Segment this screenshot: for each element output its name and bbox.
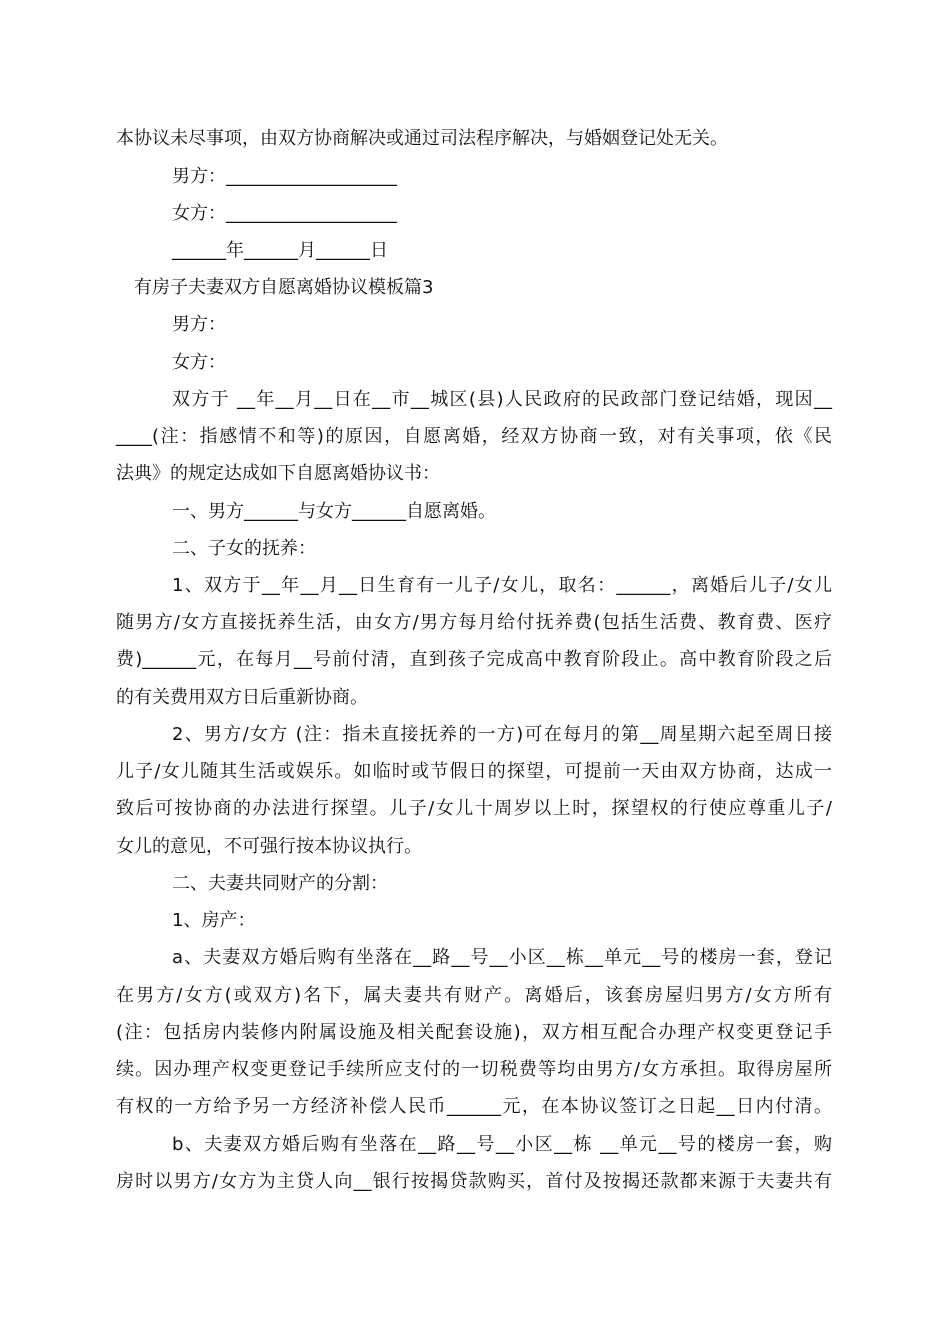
text-line: 双方于 __年__月__日在__市__城区(县)人民政府的民政部门登记结婚，现因__ xyxy=(172,389,832,410)
section-title: 有房子夫妻双方自愿离婚协议模板篇3 xyxy=(134,277,434,298)
text-line: 续。因办理产权变更登记手续所应支付的一切税费等均由男方/女方承担。取得房屋所 xyxy=(116,1059,832,1080)
text-line: 在男方/女方(或双方)名下，属夫妻共有财产。离婚后，该套房屋归男方/女方所有 xyxy=(116,985,832,1006)
text-line: 1、双方于__年__月__日生育有一儿子/女儿，取名：______，离婚后儿子/女儿 xyxy=(172,575,833,596)
text-line: 1、房产： xyxy=(172,910,256,931)
text-line: 本协议未尽事项，由双方协商解决或通过司法程序解决，与婚姻登记处无关。 xyxy=(116,128,728,149)
text-line: 随男方/女方直接抚养生活，由女方/男方每月给付抚养费(包括生活费、教育费、医疗 xyxy=(116,612,832,633)
text-line: 的有关费用双方日后重新协商。 xyxy=(116,687,368,708)
date-line: ______年______月______日 xyxy=(172,240,388,261)
text-line: 二、子女的抚养： xyxy=(172,538,316,559)
text-line: a、夫妻双方婚后购有坐落在__路__号__小区__栋__单元__号的楼房一套，登记 xyxy=(172,947,832,968)
text-line: b、夫妻双方婚后购有坐落在__路__号__小区__栋 __单元__号的楼房一套，购 xyxy=(172,1134,832,1155)
text-line: 二、夫妻共同财产的分割： xyxy=(172,873,388,894)
text-line: ____(注：指感情不和等)的原因，自愿离婚，经双方协商一致，对有关事项，依《民 xyxy=(116,426,832,447)
signature-line-male: 男方：___________________ xyxy=(172,166,397,187)
signature-line-female: 女方：___________________ xyxy=(172,203,397,224)
text-line: 法典》的规定达成如下自愿离婚协议书： xyxy=(116,463,440,484)
text-line: 女儿的意见，不可强行按本协议执行。 xyxy=(116,836,422,857)
text-line: 2、男方/女方 (注：指未直接抚养的一方)可在每月的第__周星期六起至周日接 xyxy=(172,724,832,745)
text-line: 男方： xyxy=(172,314,226,335)
text-line: 致后可按协商的办法进行探望。儿子/女儿十周岁以上时，探望权的行使应尊重儿子/ xyxy=(116,798,832,819)
text-line: 房时以男方/女方为主贷人向__银行按揭贷款购买，首付及按揭还款都来源于夫妻共有 xyxy=(116,1171,832,1192)
text-line: (注：包括房内装修内附属设施及相关配套设施)，双方相互配合办理产权变更登记手 xyxy=(116,1022,832,1043)
text-line: 女方： xyxy=(172,352,226,373)
text-line: 儿子/女儿随其生活或娱乐。如临时或节假日的探望，可提前一天由双方协商，达成一 xyxy=(116,761,832,782)
text-line: 有权的一方给予另一方经济补偿人民币______元，在本协议签订之日起__日内付清。 xyxy=(116,1096,832,1117)
text-line: 一、男方______与女方______自愿离婚。 xyxy=(172,501,496,522)
text-line: 费)______元，在每月__号前付清，直到孩子完成高中教育阶段止。高中教育阶段之后 xyxy=(116,649,832,670)
